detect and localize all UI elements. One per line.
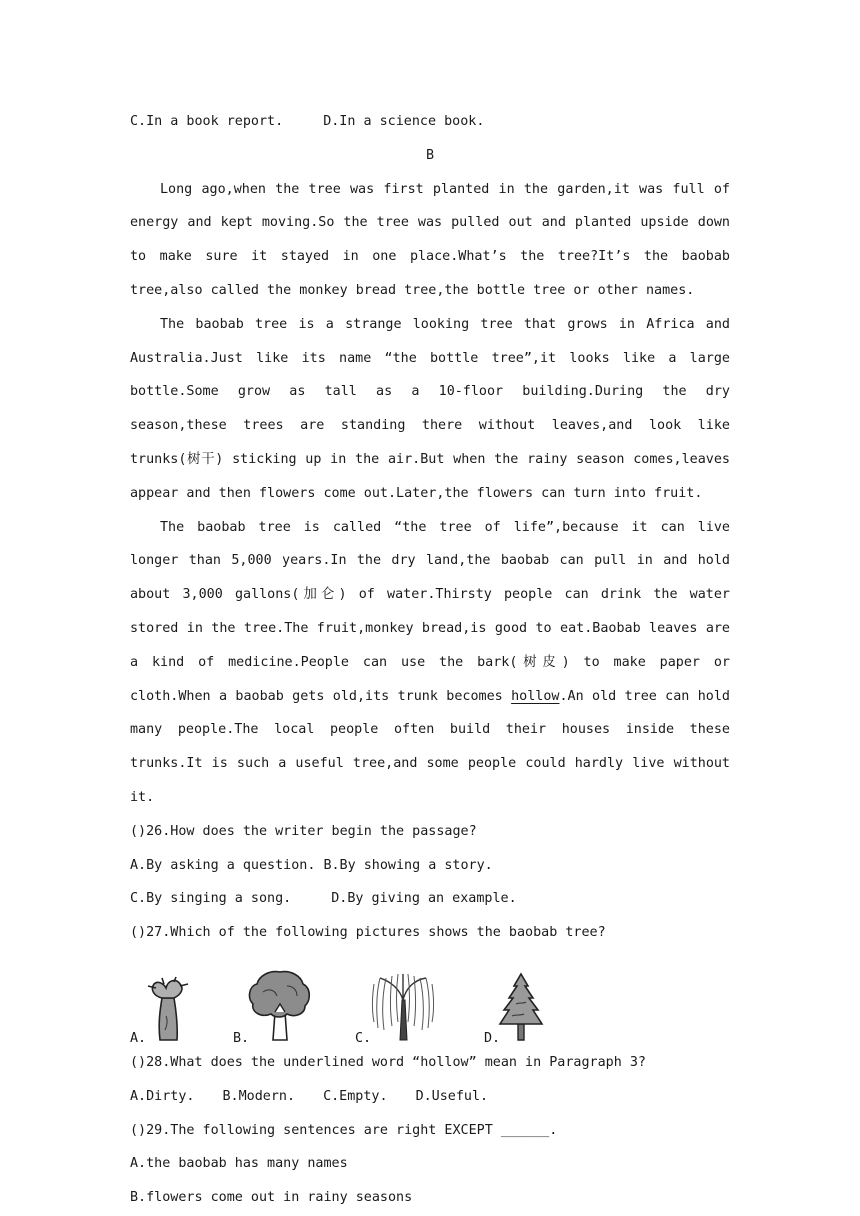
q28-option-d: D.Useful. xyxy=(415,1088,489,1104)
passage-paragraph-2: The baobab tree is a strange looking tree that grows in Africa and Australia.Just like its name “the bottle tree”,it looks like a large bottle.Some grow as tall as a 10-floor building.During the dry season,these trees are standing there without leaves,and look like trunks(树干) sticking up in the air.But when the rainy season comes,leaves appear and then flowers come out.Later,the flowers can turn into fruit. xyxy=(130,316,730,501)
passage-paragraph-3 xyxy=(130,511,730,815)
question-26-stem: ()26.How does the writer begin the passage? xyxy=(130,823,477,839)
question-27-pictures xyxy=(130,956,730,1046)
question-26-options-ab xyxy=(130,849,730,883)
passage-paragraph-1: Long ago,when the tree was first planted in the garden,it was full of energy and kept moving.So the tree was pulled out and planted upside down to make sure it stayed in one place.What’s the tree?It’s the baobab tree,also called the monkey bread tree,the bottle tree or other names. xyxy=(130,181,730,298)
q26-option-d: D.By giving an example. xyxy=(331,891,517,907)
picture-label-c: C. xyxy=(355,1030,372,1046)
paragraph-3-text-after: .An old tree can hold many people.The local people often build their houses inside these trunks.It is such a useful tree,and some people could hardly live without it. xyxy=(130,688,730,805)
option-d: D.In a science book. xyxy=(323,114,485,129)
q28-option-c: C.Empty. xyxy=(323,1088,388,1104)
q28-option-b: B.Modern. xyxy=(222,1088,296,1104)
baobab-tree-icon xyxy=(144,976,192,1042)
question-26-options-cd xyxy=(130,882,730,916)
option-c: C.In a book report. xyxy=(130,114,284,129)
previous-question-options xyxy=(130,105,730,139)
question-29-stem: ()29.The following sentences are right EXCEPT ______. xyxy=(130,1122,558,1138)
willow-tree-icon xyxy=(370,970,436,1042)
q26-option-c: C.By singing a song. xyxy=(130,891,292,907)
picture-label-a: A. xyxy=(130,1030,147,1046)
question-28-stem: ()28.What does the underlined word “hollow” mean in Paragraph 3? xyxy=(130,1054,646,1070)
q26-option-a: A.By asking a question. xyxy=(130,857,316,873)
section-heading: B xyxy=(425,147,435,163)
q26-option-b: B.By showing a story. xyxy=(323,857,493,873)
paragraph-3-text-before: The baobab tree is called “the tree of life”,because it can live longer than 5,000 years.In the dry land,the baobab can pull in and hold about 3,000 gallons(加仑) of water.Thirsty people can drink the water stored in the tree.The fruit,monkey bread,is good to eat.Baobab leaves are a kind of medicine.People can use the bark(树皮) to make paper or cloth.When a baobab gets old,its trunk becomes xyxy=(130,519,730,704)
question-27-stem: ()27.Which of the following pictures shows the baobab tree? xyxy=(130,925,606,941)
q28-option-a: A.Dirty. xyxy=(130,1088,195,1104)
pine-tree-icon xyxy=(498,972,544,1042)
picture-label-b: B. xyxy=(233,1030,250,1046)
document-page xyxy=(130,105,730,1215)
round-tree-icon xyxy=(247,968,313,1042)
q29-option-a: A.the baobab has many names xyxy=(130,1156,348,1172)
q29-option-b: B.flowers come out in rainy seasons xyxy=(130,1190,413,1206)
underlined-word-hollow: hollow xyxy=(511,688,560,704)
picture-label-d: D. xyxy=(484,1030,501,1046)
question-28-options xyxy=(130,1080,730,1114)
